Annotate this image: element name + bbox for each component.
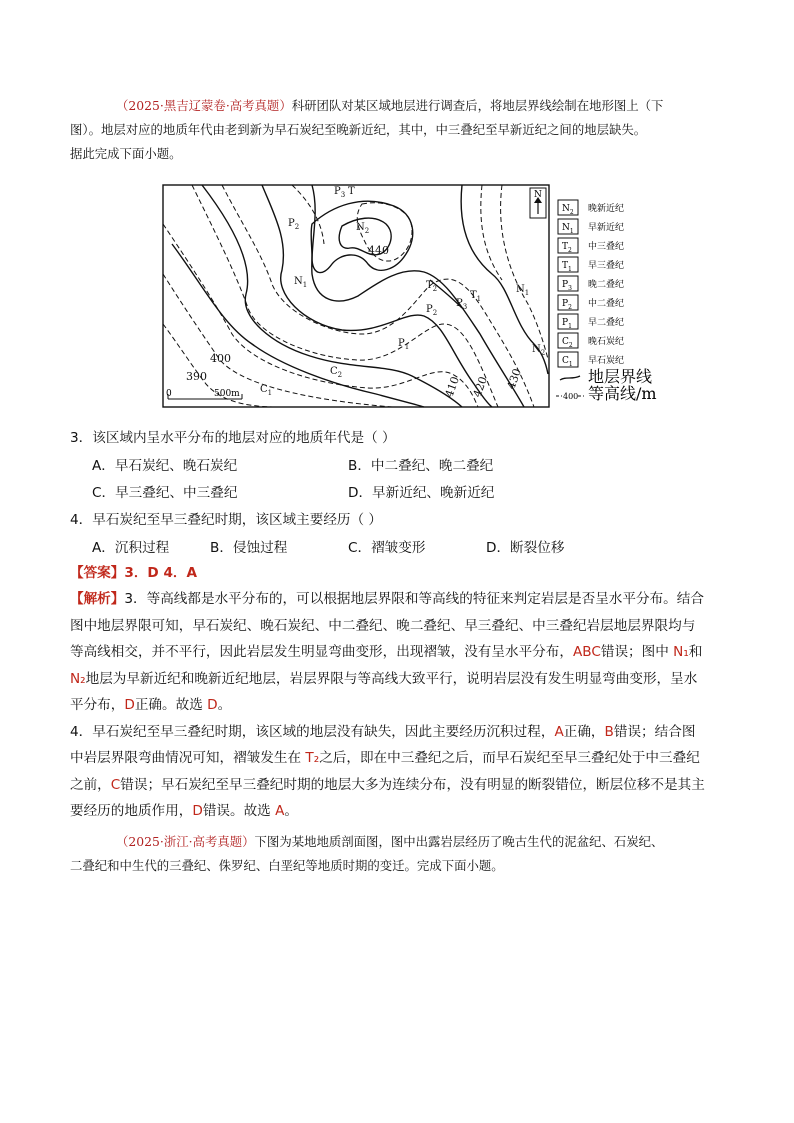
legend-code: $C_1$ bbox=[562, 356, 573, 368]
map-label-c1: $C_1$ bbox=[260, 384, 273, 397]
q3-option-b[interactable]: B．中二叠纪、晚二叠纪 bbox=[348, 458, 494, 474]
legend-boundary-label: 地层界线 bbox=[588, 367, 653, 386]
intro-text-2: 图）。地层对应的地质年代由老到新为早石炭纪至晚新近纪，其中，中三叠纪至早新近纪之间的地层缺失。 bbox=[70, 122, 647, 137]
contour-label-400: 400 bbox=[210, 352, 231, 365]
map-legend bbox=[558, 200, 624, 368]
legend-item-t1 bbox=[558, 257, 624, 273]
map-label-c2: $C_2$ bbox=[330, 366, 343, 379]
scale-label-0: 0 bbox=[166, 389, 172, 399]
legend-code: $C_2$ bbox=[562, 337, 573, 349]
intro-text-3: 据此完成下面小题。 bbox=[70, 146, 182, 161]
map-frame bbox=[163, 185, 549, 407]
legend-label: 晚新近纪 bbox=[588, 204, 625, 214]
q4-option-d[interactable]: D．断裂位移 bbox=[486, 540, 565, 556]
legend-code: $P_2$ bbox=[562, 299, 572, 311]
legend-label: 早二叠纪 bbox=[588, 318, 625, 328]
north-arrow bbox=[530, 188, 546, 218]
q3-option-d[interactable]: D．早新近纪、晚新近纪 bbox=[348, 485, 495, 501]
north-label: N bbox=[534, 190, 542, 200]
answer-label: 【答案】 bbox=[70, 565, 125, 581]
intro-text-1: 科研团队对某区域地层进行调查后，将地层界线绘制在地形图上（下 bbox=[291, 98, 664, 113]
analysis-label: 【解析】 bbox=[70, 591, 125, 607]
legend-item-n1 bbox=[558, 219, 624, 235]
question-4-stem: 4．早石炭纪至早三叠纪时期，该区域主要经历（ ） bbox=[70, 512, 383, 528]
contour-label-430: 430 bbox=[504, 366, 525, 392]
legend-label: 早三叠纪 bbox=[588, 261, 625, 271]
legend-label: 中三叠纪 bbox=[588, 242, 625, 252]
legend-item-p2 bbox=[558, 295, 624, 311]
q4-option-c[interactable]: C．褶皱变形 bbox=[348, 540, 426, 556]
question-intro bbox=[70, 94, 730, 166]
map-label-n1-right: $N_1$ bbox=[516, 284, 530, 297]
map-label-n1-left: $N_1$ bbox=[294, 276, 308, 289]
map-label-t1: $T_1$ bbox=[470, 290, 482, 303]
map-label-t: T bbox=[348, 186, 355, 197]
contour-label-440: 440 bbox=[368, 244, 389, 257]
answer-line bbox=[70, 560, 730, 587]
legend-label: 晚二叠纪 bbox=[588, 280, 625, 290]
legend-contour-value: 400 bbox=[563, 392, 579, 401]
next-source-tag: （2025·浙江·高考真题） bbox=[116, 834, 255, 849]
next-question-intro: （2025·浙江·高考真题）下图为某地地质剖面图，图中出露岩层经历了晚古生代的泥盆纪、石炭纪、 二叠纪和中生代的三叠纪、侏罗纪、白垩纪等地质时期的变迁。完成下面小题。 bbox=[70, 834, 664, 873]
contour-label-420: 420 bbox=[470, 374, 491, 400]
legend-item-p3 bbox=[558, 276, 624, 292]
map-label-t2: $T_2$ bbox=[426, 280, 438, 293]
contour-label-410: 410 bbox=[442, 374, 463, 400]
legend-label: 晚石炭纪 bbox=[588, 337, 625, 347]
legend-code: $T_2$ bbox=[562, 242, 572, 254]
map-label-p2-mid: $P_2$ bbox=[426, 304, 438, 317]
legend-code: $T_1$ bbox=[562, 261, 572, 273]
legend-item-p1 bbox=[558, 314, 624, 330]
geologic-map-figure bbox=[162, 184, 657, 410]
legend-label: 早石炭纪 bbox=[588, 356, 625, 366]
contour-label-390: 390 bbox=[186, 370, 207, 383]
map-label-p3: $P_3$ bbox=[334, 186, 346, 199]
legend-label: 中二叠纪 bbox=[588, 299, 625, 309]
q4-option-a[interactable]: A．沉积过程 bbox=[92, 540, 170, 556]
legend-item-c1 bbox=[558, 352, 624, 368]
legend-item-n2 bbox=[558, 200, 624, 216]
question-3-stem: 3．该区域内呈水平分布的地层对应的地质年代是（ ） bbox=[70, 430, 396, 446]
map-label-p1: $P_1$ bbox=[398, 338, 410, 351]
source-tag: （2025·黑吉辽蒙卷·高考真题） bbox=[116, 98, 292, 113]
map-label-p2-top: $P_2$ bbox=[288, 218, 300, 231]
legend-code: $N_2$ bbox=[562, 204, 574, 216]
q3-option-c[interactable]: C．早三叠纪、中三叠纪 bbox=[92, 485, 238, 501]
analysis-block: 【解析】3．等高线都是水平分布的，可以根据地层界限和等高线的特征来判定岩层是否呈水平分布。结合 图中地层界限可知，早石炭纪、晚石炭纪、中二叠纪、晚二叠纪、早三叠纪、中三叠纪岩层地层界限均与 等高线相交，并不平行，因此岩层发生明显弯曲变形，出现褶皱，没有呈水平分布，ABC错误；图中 N₁和 N₂地层为早新近纪和晚新近纪地层，岩层界限与等高线大致平行，说明岩层没有发生明显弯曲变形，呈水 平分布，D正确。故选 D。 4．早石炭纪至早三叠纪时期，该区域的地层没有缺失，因此主要经历沉积过程，A正确，B错误；结合图 中岩层界限弯曲情况可知，褶皱发生在 T₂之后，即在中三叠纪之后，而早石炭纪至早三叠纪处于中三叠纪 之前，C错误；早石炭纪至早三叠纪时期的地层大多为连续分布，没有明显的断裂错位，断层位移不是其主 要经历的地质作用，D错误。故选 A。 bbox=[70, 591, 705, 819]
map-label-p3-mid: $P_3$ bbox=[456, 298, 468, 311]
q3-option-a[interactable]: A．早石炭纪、晚石炭纪 bbox=[92, 458, 238, 474]
map-label-n2-right: $N_2$ bbox=[532, 344, 546, 357]
answer-value: 3．D 4．A bbox=[124, 565, 198, 581]
legend-code: $P_3$ bbox=[562, 280, 572, 292]
scale-label-500: 500m bbox=[214, 389, 240, 399]
legend-item-t2 bbox=[558, 238, 624, 254]
legend-code: $N_1$ bbox=[562, 223, 574, 235]
legend-code: $P_1$ bbox=[562, 318, 572, 330]
q4-option-b[interactable]: B．侵蚀过程 bbox=[210, 540, 288, 556]
legend-contour-item bbox=[556, 384, 657, 403]
legend-item-c2 bbox=[558, 333, 624, 349]
map-label-n2: $N_2$ bbox=[356, 222, 370, 235]
legend-label: 早新近纪 bbox=[588, 223, 625, 233]
legend-contour-label: 等高线/m bbox=[588, 384, 657, 403]
